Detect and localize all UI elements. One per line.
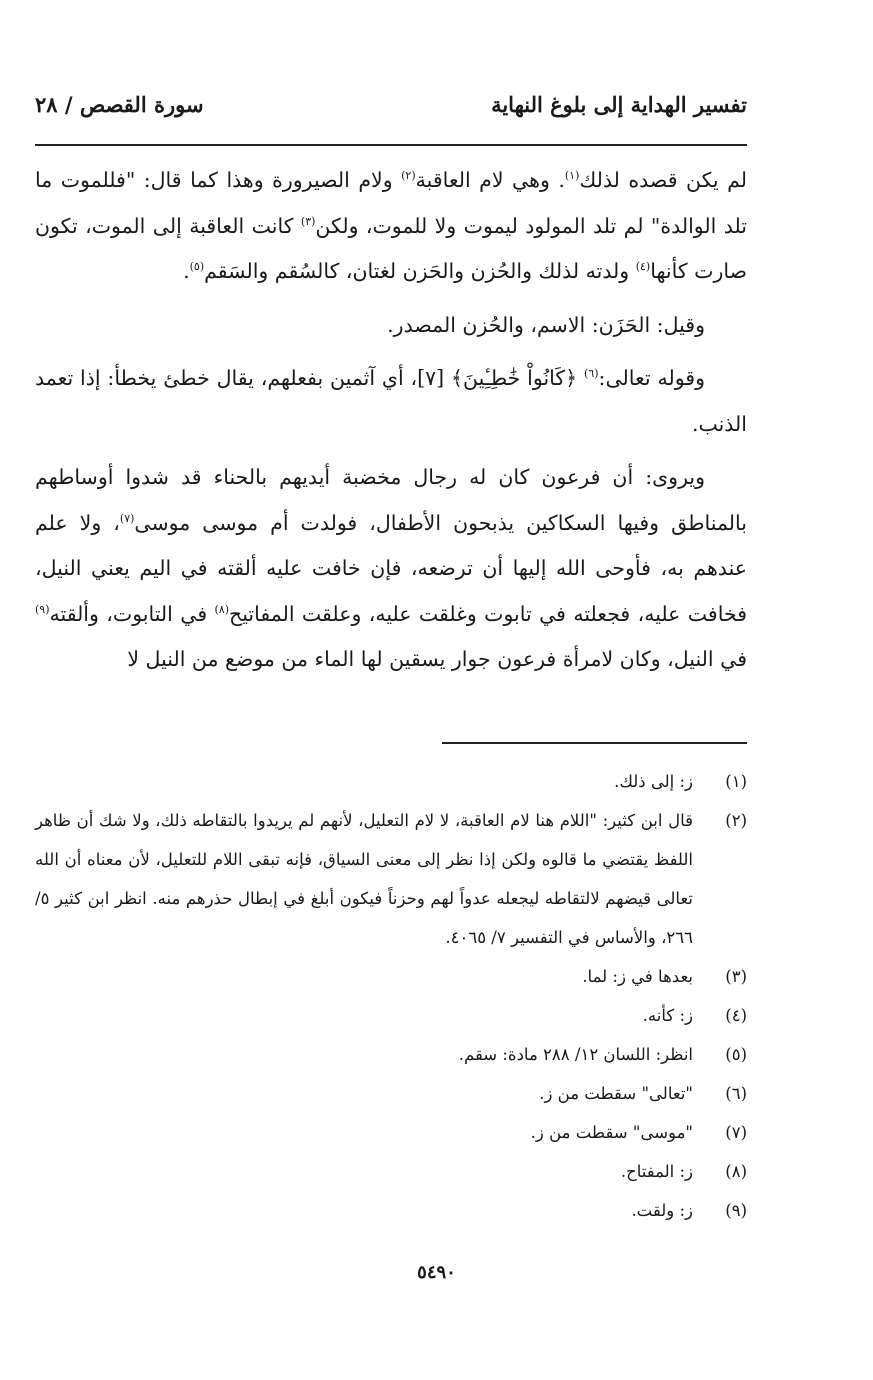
main-text [35,158,747,691]
footnote-number: (٦) [725,1084,747,1103]
footnote-ref-9[interactable]: (٩) [35,602,50,616]
text-span: وقوله تعالى: [598,366,706,390]
footnote-number: (٩) [725,1201,747,1220]
text-span: في التابوت، وألقته [49,601,215,626]
footnote-text: ز: كأنه. [642,1006,693,1025]
footnote-number: (١) [725,772,747,791]
text-span: . وهي لام العاقبة [415,168,565,192]
footnote-number: (٤) [725,1006,747,1025]
footnote-text: "موسى" سقطت من ز. [530,1123,693,1142]
footnote-ref-8[interactable]: (٨) [214,602,230,616]
footnote-ref-2[interactable]: (٢) [401,169,416,183]
header-divider [35,144,747,146]
footnotes [35,762,747,1230]
footnote-4 [35,996,747,1035]
footnote-text: ز: المفتاح. [620,1162,693,1181]
paragraph-3 [35,356,747,447]
footnote-text: بعدها في ز: لما. [582,967,693,986]
footnote-text: قال ابن كثير: "اللام هنا لام العاقبة، لا لام التعليل، لأنهم لم يريدوا بالتقاطه ذلك، ولا شك أن ظاهر اللفظ يقتضي ما قالوه ولكن إذا نظر إلى معنى السياق، فإنه تبقى اللام للتعليل، لأن معناه أن الله تعالى قيضهم لالتقاطه ليجعله عدواً لهم وحزناً فيكون أبلغ في إبطال حذرهم منه. انظر ابن كثير ٥/ ٢٦٦، والأساس في التفسير ٧/ ٤٠٦٥. [35,811,693,947]
text-span: ولدته لذلك والحُزن والحَزن لغتان، كالسُقم والسَقم [204,259,636,283]
footnote-5 [35,1035,747,1074]
page-number: ٥٤٩٠ [417,1262,456,1283]
footnote-number: (٢) [725,811,747,830]
footnote-ref-6[interactable]: (٦) [584,367,599,381]
footnote-ref-7[interactable]: (٧) [119,511,135,525]
footnote-ref-1[interactable]: (١) [564,169,580,183]
text-span: كانت العاقبة إلى الموت، تكون صارت كأنها [35,213,747,283]
paragraph-2: وقيل: الحَزَن: الاسم، والحُزن المصدر. [387,312,705,337]
paragraph-4 [35,455,747,683]
text-span: لم يكن قصده لذلك [579,168,747,192]
footnote-number: (٨) [725,1162,747,1181]
footnote-text: "تعالى" سقطت من ز. [539,1084,693,1103]
footnote-text: ز: ولقت. [631,1201,693,1220]
book-title: تفسير الهداية إلى بلوغ النهاية [491,92,747,117]
surah-page-label: سورة القصص / ٢٨ [35,92,204,117]
text-span: ، ولا علم عندهم به، فأوحى الله إليها أن ترضعه، فإن خافت عليه ألقته في اليم يعني النيل، فخافت عليه، فجعلته في تابوت وغلقت عليه، وعلقت المفاتيح [35,510,747,626]
footnote-divider [442,742,747,744]
footnote-number: (٧) [725,1123,747,1142]
footnote-text: ز: إلى ذلك. [614,772,693,791]
paragraph-1 [35,158,747,295]
footnote-7 [35,1113,747,1152]
text-span: . [183,259,190,283]
text-span: في النيل، وكان لامرأة فرعون جوار يسقين لها الماء من موضع من النيل لا [127,647,747,671]
footnote-9 [35,1191,747,1230]
footnote-ref-4[interactable]: (٤) [635,260,651,274]
text-span: ولام الصيرورة وهذا كما قال: "فللموت ما تلد الوالدة" لم تلد المولود ليموت ولا للموت، ولكن [35,168,747,238]
footnote-number: (٥) [725,1045,747,1064]
running-header [35,92,747,128]
footnote-1 [35,762,747,801]
footnote-text: انظر: اللسان ١٢/ ٢٨٨ مادة: سقم. [458,1045,693,1064]
footnote-2 [35,801,747,957]
text-span: ﴿كَانُواْ خَٰطِـِٔينَ﴾ [٧]، أي آثمين بفعلهم، يقال خطئ يخطأ: إذا تعمد الذنب. [35,366,747,436]
footnote-number: (٣) [725,967,747,986]
footnote-ref-5[interactable]: (٥) [189,260,205,274]
footnote-3 [35,957,747,996]
footnote-8 [35,1152,747,1191]
footnote-6 [35,1074,747,1113]
footnote-ref-3[interactable]: (٣) [300,214,316,228]
text-span: ويروى: أن فرعون كان له رجال مخضبة أيديهم بالحناء قد شدوا أوساطهم بالمناطق وفيها السكاكين يذبحون الأطفال، فولدت أم موسى موسى [35,465,747,535]
